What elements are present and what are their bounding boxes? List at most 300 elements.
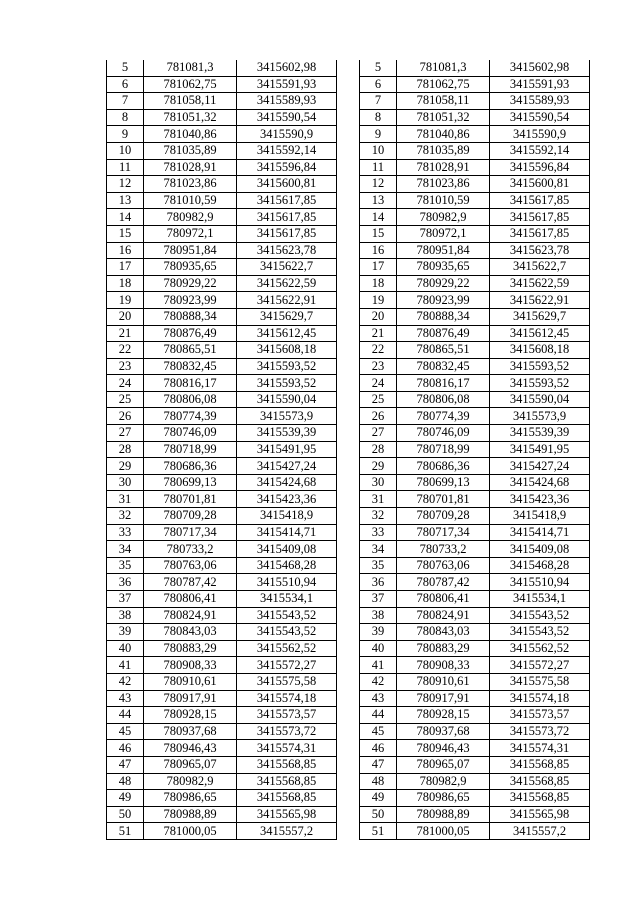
y-coordinate-cell: 3415565,98 xyxy=(237,806,337,823)
table-row xyxy=(360,673,590,690)
point-number-cell: 50 xyxy=(360,806,397,823)
x-coordinate-cell: 780888,34 xyxy=(144,308,237,325)
coordinates-table-right xyxy=(359,60,590,840)
point-number-cell: 11 xyxy=(107,159,144,176)
x-coordinate-cell: 781010,59 xyxy=(144,192,237,209)
x-coordinate-cell: 780832,45 xyxy=(144,358,237,375)
table-row xyxy=(360,325,590,342)
table-row xyxy=(360,740,590,757)
x-coordinate-cell: 780718,99 xyxy=(397,441,490,458)
x-coordinate-cell: 780774,39 xyxy=(144,408,237,425)
point-number-cell: 22 xyxy=(107,342,144,359)
x-coordinate-cell: 780928,15 xyxy=(144,707,237,724)
table-row xyxy=(360,209,590,226)
point-number-cell: 41 xyxy=(107,657,144,674)
y-coordinate-cell: 3415468,28 xyxy=(237,557,337,574)
table-row xyxy=(107,740,337,757)
x-coordinate-cell: 780763,06 xyxy=(397,557,490,574)
x-coordinate-cell: 780843,03 xyxy=(144,624,237,641)
point-number-cell: 16 xyxy=(107,242,144,259)
y-coordinate-cell: 3415572,27 xyxy=(490,657,590,674)
x-coordinate-cell: 780910,61 xyxy=(397,673,490,690)
x-coordinate-cell: 780824,91 xyxy=(397,607,490,624)
x-coordinate-cell: 781000,05 xyxy=(144,823,237,840)
point-number-cell: 43 xyxy=(360,690,397,707)
y-coordinate-cell: 3415590,54 xyxy=(237,109,337,126)
point-number-cell: 15 xyxy=(107,225,144,242)
table-row xyxy=(360,823,590,840)
y-coordinate-cell: 3415612,45 xyxy=(237,325,337,342)
table-row xyxy=(107,142,337,159)
x-coordinate-cell: 780709,28 xyxy=(397,508,490,525)
table-row xyxy=(360,176,590,193)
y-coordinate-cell: 3415414,71 xyxy=(237,524,337,541)
x-coordinate-cell: 780883,29 xyxy=(397,640,490,657)
point-number-cell: 13 xyxy=(107,192,144,209)
y-coordinate-cell: 3415589,93 xyxy=(237,93,337,110)
x-coordinate-cell: 780982,9 xyxy=(397,773,490,790)
table-row xyxy=(107,441,337,458)
point-number-cell: 32 xyxy=(107,508,144,525)
coordinates-table-body xyxy=(107,60,337,839)
y-coordinate-cell: 3415575,58 xyxy=(237,673,337,690)
x-coordinate-cell: 781035,89 xyxy=(397,142,490,159)
table-row xyxy=(107,308,337,325)
point-number-cell: 23 xyxy=(107,358,144,375)
point-number-cell: 6 xyxy=(107,76,144,93)
x-coordinate-cell: 780923,99 xyxy=(144,292,237,309)
x-coordinate-cell: 780816,17 xyxy=(144,375,237,392)
table-row xyxy=(107,723,337,740)
y-coordinate-cell: 3415622,7 xyxy=(237,259,337,276)
y-coordinate-cell: 3415539,39 xyxy=(490,425,590,442)
point-number-cell: 15 xyxy=(360,225,397,242)
table-row xyxy=(360,126,590,143)
point-number-cell: 36 xyxy=(107,574,144,591)
table-row xyxy=(107,491,337,508)
point-number-cell: 22 xyxy=(360,342,397,359)
x-coordinate-cell: 780965,07 xyxy=(397,756,490,773)
y-coordinate-cell: 3415573,72 xyxy=(237,723,337,740)
table-row xyxy=(360,541,590,558)
x-coordinate-cell: 780937,68 xyxy=(397,723,490,740)
y-coordinate-cell: 3415562,52 xyxy=(490,640,590,657)
point-number-cell: 24 xyxy=(107,375,144,392)
point-number-cell: 35 xyxy=(107,557,144,574)
table-row xyxy=(360,657,590,674)
point-number-cell: 21 xyxy=(107,325,144,342)
x-coordinate-cell: 780988,89 xyxy=(397,806,490,823)
point-number-cell: 42 xyxy=(360,673,397,690)
x-coordinate-cell: 780701,81 xyxy=(144,491,237,508)
y-coordinate-cell: 3415591,93 xyxy=(490,76,590,93)
x-coordinate-cell: 781000,05 xyxy=(397,823,490,840)
table-row xyxy=(107,474,337,491)
point-number-cell: 42 xyxy=(107,673,144,690)
point-number-cell: 40 xyxy=(107,640,144,657)
table-row xyxy=(107,591,337,608)
point-number-cell: 24 xyxy=(360,375,397,392)
y-coordinate-cell: 3415589,93 xyxy=(490,93,590,110)
x-coordinate-cell: 780763,06 xyxy=(144,557,237,574)
x-coordinate-cell: 780988,89 xyxy=(144,806,237,823)
point-number-cell: 41 xyxy=(360,657,397,674)
table-row xyxy=(107,806,337,823)
x-coordinate-cell: 780718,99 xyxy=(144,441,237,458)
point-number-cell: 46 xyxy=(360,740,397,757)
table-row xyxy=(360,806,590,823)
point-number-cell: 46 xyxy=(107,740,144,757)
point-number-cell: 19 xyxy=(360,292,397,309)
y-coordinate-cell: 3415617,85 xyxy=(237,209,337,226)
point-number-cell: 45 xyxy=(360,723,397,740)
y-coordinate-cell: 3415543,52 xyxy=(490,607,590,624)
point-number-cell: 49 xyxy=(360,790,397,807)
point-number-cell: 33 xyxy=(360,524,397,541)
point-number-cell: 14 xyxy=(360,209,397,226)
y-coordinate-cell: 3415414,71 xyxy=(490,524,590,541)
x-coordinate-cell: 780972,1 xyxy=(144,225,237,242)
x-coordinate-cell: 780972,1 xyxy=(397,225,490,242)
table-row xyxy=(107,242,337,259)
y-coordinate-cell: 3415623,78 xyxy=(237,242,337,259)
y-coordinate-cell: 3415590,9 xyxy=(237,126,337,143)
table-row xyxy=(360,607,590,624)
y-coordinate-cell: 3415617,85 xyxy=(490,225,590,242)
x-coordinate-cell: 781051,32 xyxy=(144,109,237,126)
table-row xyxy=(107,624,337,641)
x-coordinate-cell: 780787,42 xyxy=(144,574,237,591)
x-coordinate-cell: 780928,15 xyxy=(397,707,490,724)
table-row xyxy=(360,391,590,408)
x-coordinate-cell: 780888,34 xyxy=(397,308,490,325)
x-coordinate-cell: 780806,08 xyxy=(397,391,490,408)
x-coordinate-cell: 781028,91 xyxy=(144,159,237,176)
y-coordinate-cell: 3415617,85 xyxy=(237,225,337,242)
x-coordinate-cell: 780917,91 xyxy=(397,690,490,707)
point-number-cell: 19 xyxy=(107,292,144,309)
y-coordinate-cell: 3415534,1 xyxy=(237,591,337,608)
table-row xyxy=(107,673,337,690)
y-coordinate-cell: 3415565,98 xyxy=(490,806,590,823)
y-coordinate-cell: 3415593,52 xyxy=(237,375,337,392)
y-coordinate-cell: 3415543,52 xyxy=(490,624,590,641)
table-row xyxy=(107,275,337,292)
point-number-cell: 9 xyxy=(360,126,397,143)
y-coordinate-cell: 3415590,04 xyxy=(237,391,337,408)
table-row xyxy=(360,491,590,508)
point-number-cell: 23 xyxy=(360,358,397,375)
point-number-cell: 47 xyxy=(360,756,397,773)
y-coordinate-cell: 3415574,31 xyxy=(490,740,590,757)
table-row xyxy=(107,176,337,193)
point-number-cell: 20 xyxy=(107,308,144,325)
y-coordinate-cell: 3415409,08 xyxy=(237,541,337,558)
x-coordinate-cell: 780908,33 xyxy=(397,657,490,674)
point-number-cell: 26 xyxy=(107,408,144,425)
point-number-cell: 28 xyxy=(107,441,144,458)
table-row xyxy=(107,458,337,475)
x-coordinate-cell: 781010,59 xyxy=(397,192,490,209)
x-coordinate-cell: 780982,9 xyxy=(397,209,490,226)
table-row xyxy=(107,574,337,591)
table-row xyxy=(360,441,590,458)
point-number-cell: 7 xyxy=(107,93,144,110)
y-coordinate-cell: 3415617,85 xyxy=(490,192,590,209)
y-coordinate-cell: 3415596,84 xyxy=(490,159,590,176)
y-coordinate-cell: 3415568,85 xyxy=(237,790,337,807)
table-row xyxy=(360,76,590,93)
y-coordinate-cell: 3415543,52 xyxy=(237,607,337,624)
y-coordinate-cell: 3415622,59 xyxy=(237,275,337,292)
y-coordinate-cell: 3415418,9 xyxy=(490,508,590,525)
table-row xyxy=(107,109,337,126)
point-number-cell: 30 xyxy=(360,474,397,491)
x-coordinate-cell: 780929,22 xyxy=(397,275,490,292)
point-number-cell: 38 xyxy=(107,607,144,624)
table-row xyxy=(360,358,590,375)
x-coordinate-cell: 780699,13 xyxy=(144,474,237,491)
y-coordinate-cell: 3415574,31 xyxy=(237,740,337,757)
x-coordinate-cell: 780876,49 xyxy=(397,325,490,342)
y-coordinate-cell: 3415423,36 xyxy=(490,491,590,508)
x-coordinate-cell: 780832,45 xyxy=(397,358,490,375)
table-row xyxy=(107,408,337,425)
y-coordinate-cell: 3415557,2 xyxy=(490,823,590,840)
y-coordinate-cell: 3415534,1 xyxy=(490,591,590,608)
y-coordinate-cell: 3415617,85 xyxy=(490,209,590,226)
table-row xyxy=(360,773,590,790)
x-coordinate-cell: 780701,81 xyxy=(397,491,490,508)
x-coordinate-cell: 780982,9 xyxy=(144,209,237,226)
x-coordinate-cell: 780787,42 xyxy=(397,574,490,591)
table-row xyxy=(360,192,590,209)
x-coordinate-cell: 780686,36 xyxy=(144,458,237,475)
table-row xyxy=(360,292,590,309)
x-coordinate-cell: 780816,17 xyxy=(397,375,490,392)
y-coordinate-cell: 3415568,85 xyxy=(490,790,590,807)
point-number-cell: 33 xyxy=(107,524,144,541)
table-row xyxy=(360,591,590,608)
y-coordinate-cell: 3415573,9 xyxy=(490,408,590,425)
y-coordinate-cell: 3415409,08 xyxy=(490,541,590,558)
table-row xyxy=(107,126,337,143)
table-row xyxy=(360,624,590,641)
table-row xyxy=(360,458,590,475)
x-coordinate-cell: 780986,65 xyxy=(397,790,490,807)
point-number-cell: 39 xyxy=(107,624,144,641)
point-number-cell: 14 xyxy=(107,209,144,226)
table-row xyxy=(107,292,337,309)
x-coordinate-cell: 780982,9 xyxy=(144,773,237,790)
y-coordinate-cell: 3415608,18 xyxy=(237,342,337,359)
point-number-cell: 35 xyxy=(360,557,397,574)
table-row xyxy=(360,242,590,259)
x-coordinate-cell: 780746,09 xyxy=(397,425,490,442)
point-number-cell: 8 xyxy=(107,109,144,126)
table-row xyxy=(360,275,590,292)
point-number-cell: 9 xyxy=(107,126,144,143)
point-number-cell: 28 xyxy=(360,441,397,458)
coordinates-table-left xyxy=(106,60,337,840)
table-row xyxy=(107,823,337,840)
x-coordinate-cell: 780699,13 xyxy=(397,474,490,491)
table-row xyxy=(360,690,590,707)
table-row xyxy=(360,259,590,276)
x-coordinate-cell: 780946,43 xyxy=(144,740,237,757)
x-coordinate-cell: 780883,29 xyxy=(144,640,237,657)
point-number-cell: 31 xyxy=(107,491,144,508)
y-coordinate-cell: 3415590,9 xyxy=(490,126,590,143)
x-coordinate-cell: 780717,34 xyxy=(397,524,490,541)
point-number-cell: 10 xyxy=(360,142,397,159)
point-number-cell: 29 xyxy=(107,458,144,475)
table-row xyxy=(360,60,590,76)
point-number-cell: 21 xyxy=(360,325,397,342)
x-coordinate-cell: 780923,99 xyxy=(397,292,490,309)
x-coordinate-cell: 780686,36 xyxy=(397,458,490,475)
table-row xyxy=(360,225,590,242)
y-coordinate-cell: 3415629,7 xyxy=(490,308,590,325)
x-coordinate-cell: 780929,22 xyxy=(144,275,237,292)
table-row xyxy=(360,557,590,574)
table-row xyxy=(107,76,337,93)
y-coordinate-cell: 3415510,94 xyxy=(490,574,590,591)
y-coordinate-cell: 3415491,95 xyxy=(237,441,337,458)
point-number-cell: 26 xyxy=(360,408,397,425)
x-coordinate-cell: 781035,89 xyxy=(144,142,237,159)
x-coordinate-cell: 780865,51 xyxy=(397,342,490,359)
y-coordinate-cell: 3415592,14 xyxy=(490,142,590,159)
y-coordinate-cell: 3415562,52 xyxy=(237,640,337,657)
y-coordinate-cell: 3415573,72 xyxy=(490,723,590,740)
x-coordinate-cell: 780986,65 xyxy=(144,790,237,807)
table-row xyxy=(360,93,590,110)
point-number-cell: 32 xyxy=(360,508,397,525)
table-row xyxy=(360,159,590,176)
y-coordinate-cell: 3415593,52 xyxy=(490,375,590,392)
table-row xyxy=(107,508,337,525)
y-coordinate-cell: 3415600,81 xyxy=(490,176,590,193)
table-row xyxy=(107,225,337,242)
table-row xyxy=(360,375,590,392)
y-coordinate-cell: 3415602,98 xyxy=(237,60,337,76)
x-coordinate-cell: 781023,86 xyxy=(144,176,237,193)
point-number-cell: 7 xyxy=(360,93,397,110)
point-number-cell: 13 xyxy=(360,192,397,209)
x-coordinate-cell: 780935,65 xyxy=(397,259,490,276)
table-row xyxy=(107,209,337,226)
y-coordinate-cell: 3415629,7 xyxy=(237,308,337,325)
table-row xyxy=(107,425,337,442)
x-coordinate-cell: 780965,07 xyxy=(144,756,237,773)
y-coordinate-cell: 3415568,85 xyxy=(237,756,337,773)
y-coordinate-cell: 3415573,9 xyxy=(237,408,337,425)
table-row xyxy=(107,640,337,657)
point-number-cell: 47 xyxy=(107,756,144,773)
point-number-cell: 34 xyxy=(360,541,397,558)
y-coordinate-cell: 3415568,85 xyxy=(490,773,590,790)
y-coordinate-cell: 3415596,84 xyxy=(237,159,337,176)
y-coordinate-cell: 3415424,68 xyxy=(490,474,590,491)
table-row xyxy=(107,756,337,773)
point-number-cell: 25 xyxy=(360,391,397,408)
x-coordinate-cell: 780946,43 xyxy=(397,740,490,757)
y-coordinate-cell: 3415423,36 xyxy=(237,491,337,508)
point-number-cell: 49 xyxy=(107,790,144,807)
y-coordinate-cell: 3415418,9 xyxy=(237,508,337,525)
y-coordinate-cell: 3415539,39 xyxy=(237,425,337,442)
table-row xyxy=(360,524,590,541)
point-number-cell: 44 xyxy=(107,707,144,724)
point-number-cell: 34 xyxy=(107,541,144,558)
x-coordinate-cell: 780935,65 xyxy=(144,259,237,276)
x-coordinate-cell: 780824,91 xyxy=(144,607,237,624)
y-coordinate-cell: 3415427,24 xyxy=(237,458,337,475)
table-row xyxy=(107,159,337,176)
table-row xyxy=(107,707,337,724)
x-coordinate-cell: 781040,86 xyxy=(144,126,237,143)
point-number-cell: 5 xyxy=(360,60,397,76)
table-row xyxy=(360,756,590,773)
point-number-cell: 8 xyxy=(360,109,397,126)
x-coordinate-cell: 781028,91 xyxy=(397,159,490,176)
y-coordinate-cell: 3415602,98 xyxy=(490,60,590,76)
x-coordinate-cell: 781062,75 xyxy=(397,76,490,93)
y-coordinate-cell: 3415590,54 xyxy=(490,109,590,126)
point-number-cell: 25 xyxy=(107,391,144,408)
y-coordinate-cell: 3415557,2 xyxy=(237,823,337,840)
x-coordinate-cell: 780806,41 xyxy=(397,591,490,608)
x-coordinate-cell: 780937,68 xyxy=(144,723,237,740)
y-coordinate-cell: 3415591,93 xyxy=(237,76,337,93)
point-number-cell: 6 xyxy=(360,76,397,93)
table-row xyxy=(107,391,337,408)
table-row xyxy=(107,607,337,624)
x-coordinate-cell: 780717,34 xyxy=(144,524,237,541)
y-coordinate-cell: 3415593,52 xyxy=(237,358,337,375)
point-number-cell: 18 xyxy=(360,275,397,292)
point-number-cell: 39 xyxy=(360,624,397,641)
table-row xyxy=(107,358,337,375)
table-row xyxy=(360,408,590,425)
y-coordinate-cell: 3415622,91 xyxy=(237,292,337,309)
table-row xyxy=(360,474,590,491)
y-coordinate-cell: 3415593,52 xyxy=(490,358,590,375)
table-row xyxy=(360,790,590,807)
point-number-cell: 45 xyxy=(107,723,144,740)
point-number-cell: 44 xyxy=(360,707,397,724)
point-number-cell: 51 xyxy=(107,823,144,840)
point-number-cell: 37 xyxy=(107,591,144,608)
point-number-cell: 11 xyxy=(360,159,397,176)
point-number-cell: 10 xyxy=(107,142,144,159)
point-number-cell: 48 xyxy=(107,773,144,790)
point-number-cell: 17 xyxy=(107,259,144,276)
x-coordinate-cell: 780908,33 xyxy=(144,657,237,674)
point-number-cell: 16 xyxy=(360,242,397,259)
y-coordinate-cell: 3415590,04 xyxy=(490,391,590,408)
x-coordinate-cell: 780865,51 xyxy=(144,342,237,359)
y-coordinate-cell: 3415568,85 xyxy=(490,756,590,773)
table-row xyxy=(360,707,590,724)
y-coordinate-cell: 3415622,7 xyxy=(490,259,590,276)
table-row xyxy=(107,192,337,209)
x-coordinate-cell: 780733,2 xyxy=(144,541,237,558)
point-number-cell: 40 xyxy=(360,640,397,657)
point-number-cell: 48 xyxy=(360,773,397,790)
point-number-cell: 12 xyxy=(360,176,397,193)
